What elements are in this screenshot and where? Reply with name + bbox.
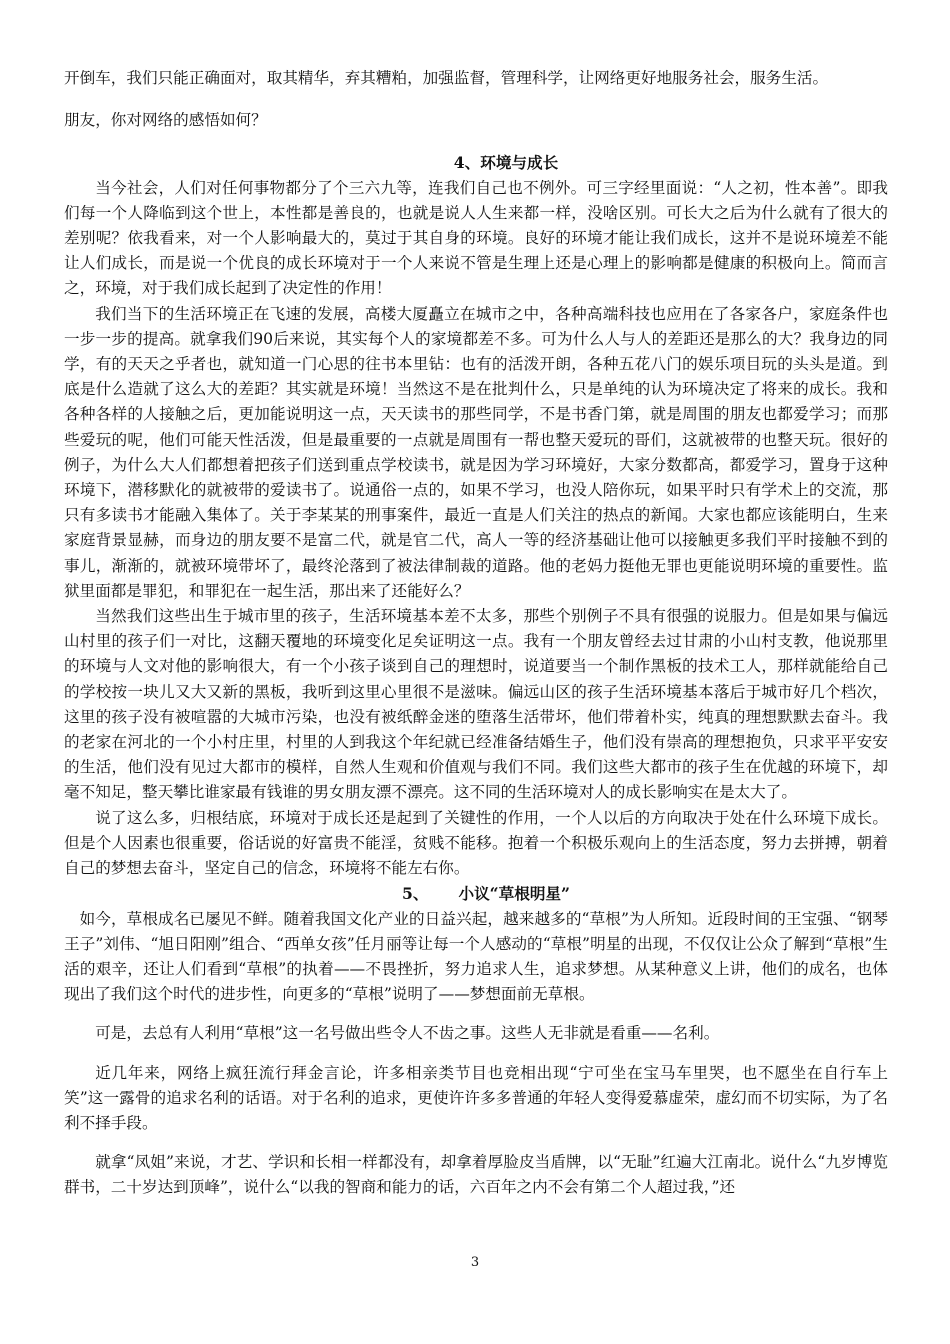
section-4-paragraph: 当今社会，人们对任何事物都分了个三六九等，连我们自己也不例外。可三字经里面说：“人之初，性本善”。即我们每一个人降临到这个世上，本性都是善良的，也就是说人人生来都一样，没啥区别。可长大之后为什么就有了很大的差别呢？依我看来，对一个人影响最大的，莫过于其自身的环境。良好的环境才能让我们成长，这并不是说环境差不能让人们成长，而是说一个优良的成长环境对于一个人来说不管是生理上还是心理上的影响都是健康的积极向上。简而言之，环境，对于我们成长起到了决定性的作用！ (64, 178, 888, 298)
section-5-paragraph: 近几年来，网络上疯狂流行拜金言论，许多相亲类节目也竞相出现“宁可坐在宝马车里哭，也不愿坐在自行车上笑”这一露骨的追求名利的话语。对于名利的追求，更使许许多多普通的年轻人变得爱慕虚荣，虚幻而不切实际，为了名利不择手段。 (64, 1063, 888, 1132)
page-number: 3 (470, 1255, 480, 1270)
section-5-paragraph: 可是，去总有人利用“草根”这一名号做出些令人不齿之事。这些人无非就是看重——名利。 (95, 1024, 720, 1043)
section-4-paragraph: 我们当下的生活环境正在飞速的发展，高楼大厦矗立在城市之中，各种高端科技也应用在了各家各户，家庭条件也一步一步的提高。就拿我们90后来说，其实每个人的家境都差不多。可为什么人与人的差距还是那么的大？我身边的同学，有的天天之乎者也，就知道一门心思的往书本里钻：也有的活泼开朗，各种五花八门的娱乐项目玩的头头是道。到底是什么造就了这么大的差距？其实就是环境！当然这不是在批判什么，只是单纯的认为环境决定了将来的成长。我和各种各样的人接触之后，更加能说明这一点，天天读书的那些同学，不是书香门第，就是周围的朋友也都爱学习；而那些爱玩的呢，他们可能天性活泼，但是最重要的一点就是周围有一帮也整天爱玩的哥们，这就被带的也整天玩。很好的例子，为什么大人们都想着把孩子们送到重点学校读书，就是因为学习环境好，大家分数都高，都爱学习，置身于这种环境下，潜移默化的就被带的爱读书了。说通俗一点的，如果不学习，也没人陪你玩，如果平时只有学术上的交流，那只有多读书才能融入集体了。关于李某某的刑事案件，最近一直是人们关注的热点的新闻。大家也都应该能明白，生来家庭背景显赫，而身边的朋友要不是富二代，就是官二代，高人一等的经济基础让他可以接触更多我们平时接触不到的事儿，渐渐的，就被环境带坏了，最终沦落到了被法律制裁的道路。他的老妈力挺他无罪也更能说明环境的重要性。监狱里面都是罪犯，和罪犯在一起生活，那出来了还能好么？ (64, 304, 888, 600)
intro-paragraph-2: 朋友，你对网络的感悟如何？ (64, 111, 267, 130)
section-5-title: 小议“草根明星” (458, 884, 570, 904)
section-4-heading: 4、环境与成长 (453, 153, 559, 173)
section-5-paragraph: 就拿“凤姐”来说，才艺、学识和长相一样都没有，却拿着厚脸皮当盾牌，以“无耻”红遍大江南北。说什么“九岁博览群书，二十岁达到顶峰”，说什么“以我的智商和能力的话，六百年之内不会有第二个人超过我，”还 (64, 1153, 888, 1197)
section-5-paragraph: 如今，草根成名已屡见不鲜。随着我国文化产业的日益兴起，越来越多的“草根”为人所知。近段时间的王宝强、“钢琴王子”刘伟、“旭日阳刚”组合、“西单女孩”任月丽等让每一个人感动的“草根”明星的出现，不仅仅让公众了解到“草根”生活的艰辛，还让人们看到“草根”的执着——不畏挫折，努力追求人生，追求梦想。从某种意义上讲，他们的成名，也体现出了我们这个时代的进步性，向更多的“草根”说明了——梦想面前无草根。 (64, 909, 888, 1004)
section-4-paragraph: 当然我们这些出生于城市里的孩子，生活环境基本差不太多，那些个别例子不具有很强的说服力。但是如果与偏远山村里的孩子们一对比，这翻天覆地的环境变化足矣证明这一点。我有一个朋友曾经去过甘肃的小山村支教，他说那里的环境与人文对他的影响很大，有一个小孩子谈到自己的理想时，说道要当一个制作黑板的技术工人，那样就能给自己的学校按一块儿又大又新的黑板，我听到这里心里很不是滋味。偏远山区的孩子生活环境基本落后于城市好几个档次，这里的孩子没有被喧嚣的大城市污染，也没有被纸醉金迷的堕落生活带坏，他们带着朴实，纯真的理想默默去奋斗。我的老家在河北的一个小村庄里，村里的人到我这个年纪就已经准备结婚生子，他们没有崇高的理想抱负，只求平平安安的生活，他们没有见过大都市的模样，自然人生观和价值观与我们不同。我们这些大都市的孩子生在优越的环境下，却毫不知足，整天攀比谁家最有钱谁的男女朋友漂不漂亮。这不同的生活环境对人的成长影响实在是太大了。 (64, 607, 888, 802)
section-5-heading (64, 881, 888, 906)
section-4-paragraph: 说了这么多，归根结底，环境对于成长还是起到了关键性的作用，一个人以后的方向取决于处在什么环境下成长。但是个人因素也很重要，俗话说的好富贵不能淫，贫贱不能移。抱着一个积极乐观向上的生活态度，努力去拼搏，朝着自己的梦想去奋斗，坚定自己的信念，环境将不能左右你。 (64, 808, 888, 878)
intro-paragraph-1: 开倒车，我们只能正确面对，取其精华，弃其糟粕，加强监督，管理科学，让网络更好地服务社会，服务生活。 (64, 69, 829, 87)
section-5-number: 5、 (402, 884, 429, 904)
